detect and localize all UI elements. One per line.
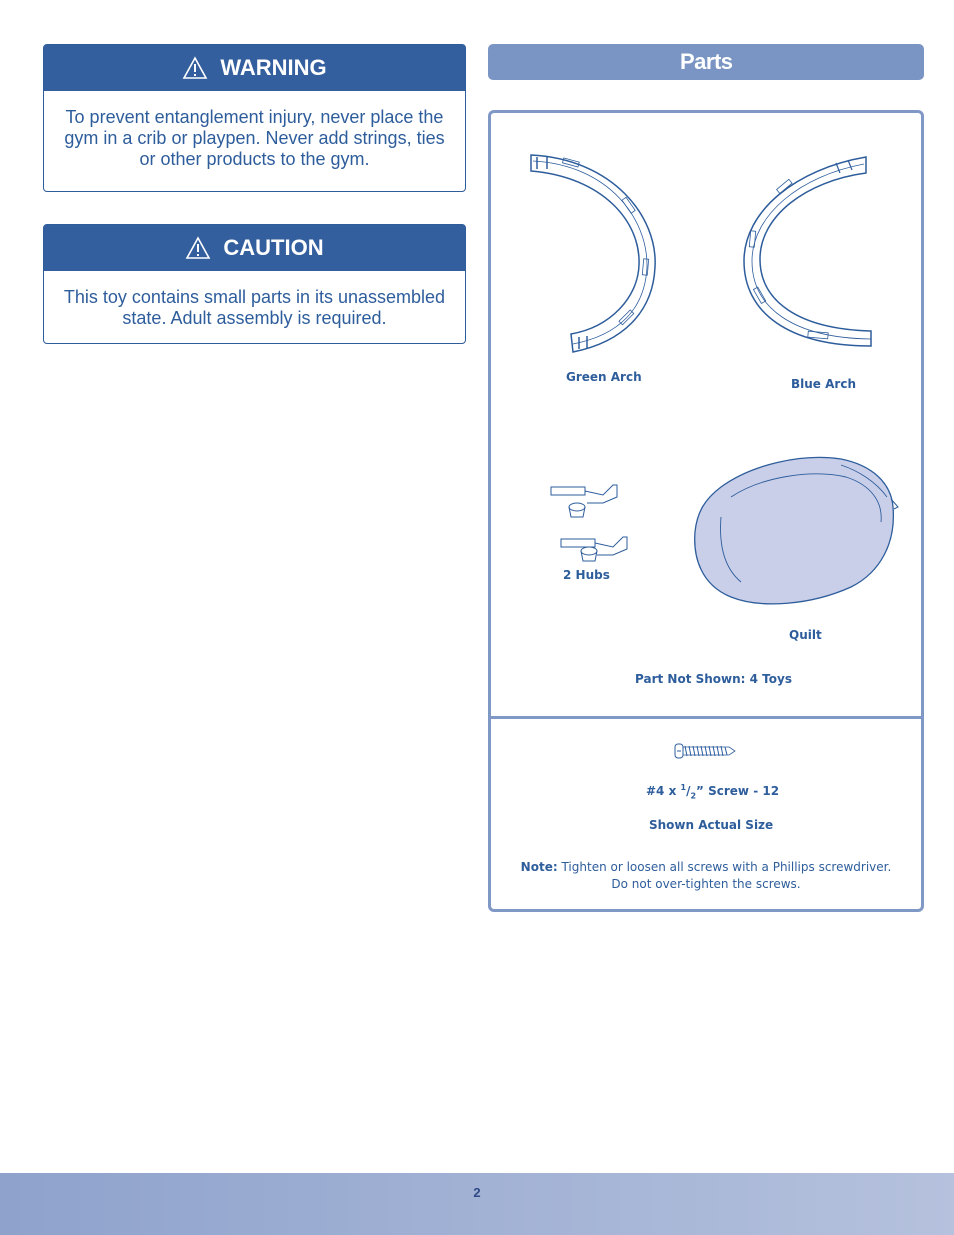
caution-header bbox=[44, 225, 465, 271]
green-arch-label: Green Arch bbox=[566, 370, 642, 384]
screw-label-suffix: ” Screw - 12 bbox=[696, 784, 780, 798]
warning-triangle-icon bbox=[182, 56, 208, 80]
warning-text: To prevent entanglement injury, never place the gym in a crib or playpen. Never add strings, ties or other products to the gym. bbox=[64, 107, 445, 169]
actual-size-label: Shown Actual Size bbox=[649, 818, 774, 832]
hubs-illustration bbox=[547, 481, 639, 569]
screw-label-prefix: #4 x bbox=[646, 784, 681, 798]
blue-arch-label: Blue Arch bbox=[791, 377, 856, 391]
screw-fraction-numerator: 1 bbox=[680, 783, 687, 792]
screw-note bbox=[501, 859, 911, 893]
warning-triangle-icon bbox=[185, 236, 211, 260]
page-number: 2 bbox=[473, 1185, 481, 1200]
warning-title: WARNING bbox=[220, 55, 327, 80]
parts-divider bbox=[491, 716, 921, 719]
quilt-illustration bbox=[691, 447, 903, 611]
hubs-label: 2 Hubs bbox=[563, 568, 610, 582]
warning-header bbox=[44, 45, 465, 91]
screw-label bbox=[646, 783, 779, 800]
caution-box bbox=[43, 224, 466, 344]
caution-title: CAUTION bbox=[223, 235, 324, 260]
parts-header: Parts bbox=[488, 44, 924, 80]
note-label: Note: bbox=[520, 860, 558, 874]
parts-panel bbox=[488, 110, 924, 912]
note-text-2: Do not over-tighten the screws. bbox=[611, 877, 801, 891]
footer-bar bbox=[0, 1173, 954, 1235]
part-not-shown-label: Part Not Shown: 4 Toys bbox=[635, 672, 792, 686]
caution-text: This toy contains small parts in its unassembled state. Adult assembly is required. bbox=[63, 287, 446, 328]
fraction-slash: / bbox=[686, 784, 691, 798]
green-arch-illustration bbox=[523, 147, 663, 362]
quilt-label: Quilt bbox=[789, 628, 822, 642]
screw-fraction-denominator: 2 bbox=[690, 791, 697, 801]
warning-box bbox=[43, 44, 466, 192]
screw-icon bbox=[673, 741, 743, 761]
blue-arch-illustration bbox=[736, 151, 886, 361]
note-text: Tighten or loosen all screws with a Phillips screwdriver. bbox=[561, 860, 892, 874]
